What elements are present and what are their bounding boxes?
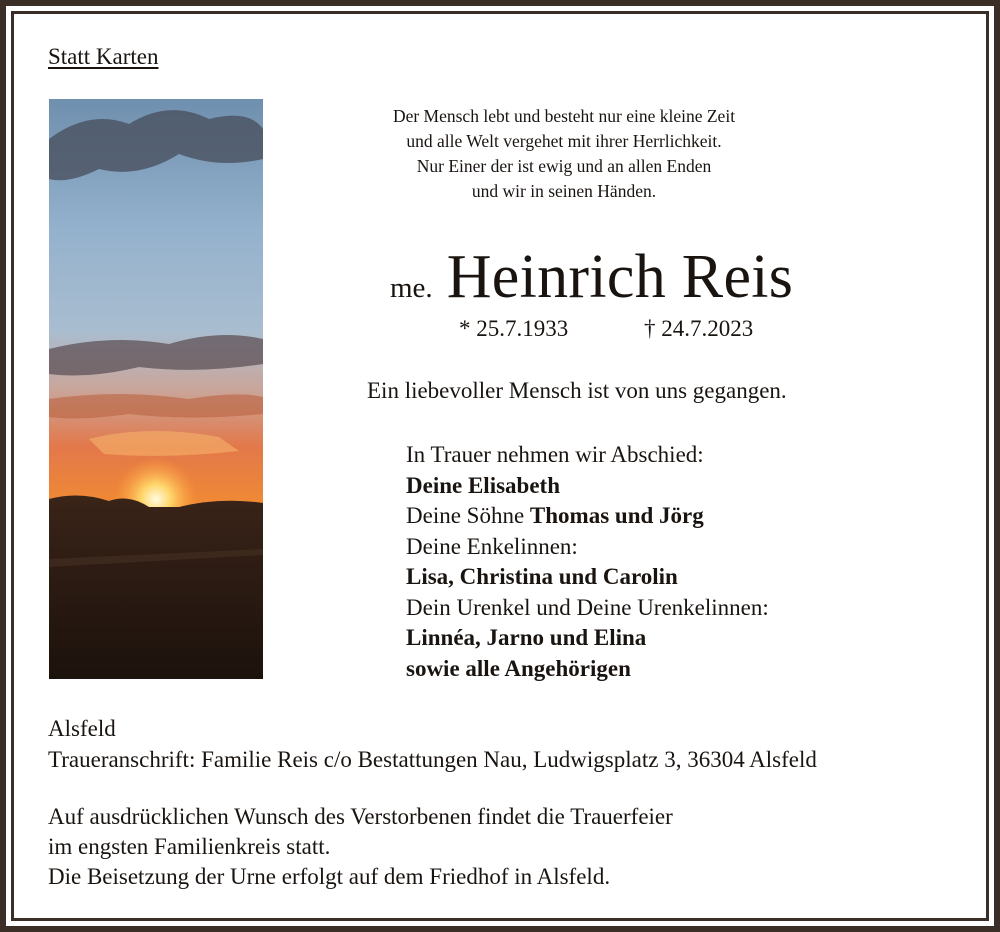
poem bbox=[304, 104, 824, 204]
poem-line: und wir in seinen Händen. bbox=[471, 181, 657, 201]
great-grandchildren-label: Dein Urenkel und Deine Urenkelinnen: bbox=[406, 594, 769, 620]
note-line: Die Beisetzung der Urne erfolgt auf dem Friedhof in Alsfeld. bbox=[48, 864, 611, 889]
poem-line: Nur Einer der ist ewig und an allen Enden bbox=[416, 156, 712, 176]
mourners-intro: In Trauer nehmen wir Abschied: bbox=[406, 442, 704, 467]
deceased-name-row bbox=[390, 242, 793, 313]
great-grandchildren-names: Linnéa, Jarno und Elina bbox=[406, 625, 647, 650]
birth-date: * 25.7.1933 bbox=[459, 316, 569, 341]
mourner-wife: Deine Elisabeth bbox=[406, 472, 560, 498]
poem-line: Der Mensch lebt und besteht nur eine kleine Zeit bbox=[392, 106, 736, 126]
sons-names: Thomas und Jörg bbox=[529, 503, 704, 528]
relatives: sowie alle Angehörigen bbox=[406, 655, 631, 681]
frame-spacer bbox=[6, 6, 994, 926]
mourners-list bbox=[406, 440, 769, 684]
obituary-notice bbox=[11, 11, 989, 921]
sunset-photo bbox=[49, 99, 263, 679]
death-date: † 24.7.2023 bbox=[644, 316, 754, 341]
granddaughters-label: Deine Enkelinnen: bbox=[406, 533, 578, 559]
place: Alsfeld bbox=[48, 716, 116, 741]
sons-prefix: Deine Söhne bbox=[406, 503, 525, 528]
mourning-address: Traueranschrift: Familie Reis c/o Bestattungen Nau, Ludwigsplatz 3, 36304 Alsfeld bbox=[48, 747, 817, 772]
note-line: Auf ausdrücklichen Wunsch des Verstorbenen findet die Trauerfeier bbox=[48, 804, 673, 829]
tagline: Ein liebevoller Mensch ist von uns gegangen. bbox=[367, 378, 787, 403]
poem-line: und alle Welt vergehet mit ihrer Herrlichkeit. bbox=[406, 131, 722, 151]
statt-karten-heading: Statt Karten bbox=[48, 44, 159, 69]
deceased-name: Heinrich Reis bbox=[446, 243, 794, 311]
mourner-sons bbox=[406, 501, 769, 532]
name-prefix: me. bbox=[390, 272, 433, 304]
granddaughters-names: Lisa, Christina und Carolin bbox=[406, 564, 678, 589]
note-line: im engsten Familienkreis statt. bbox=[48, 834, 331, 859]
funeral-note bbox=[48, 802, 673, 892]
